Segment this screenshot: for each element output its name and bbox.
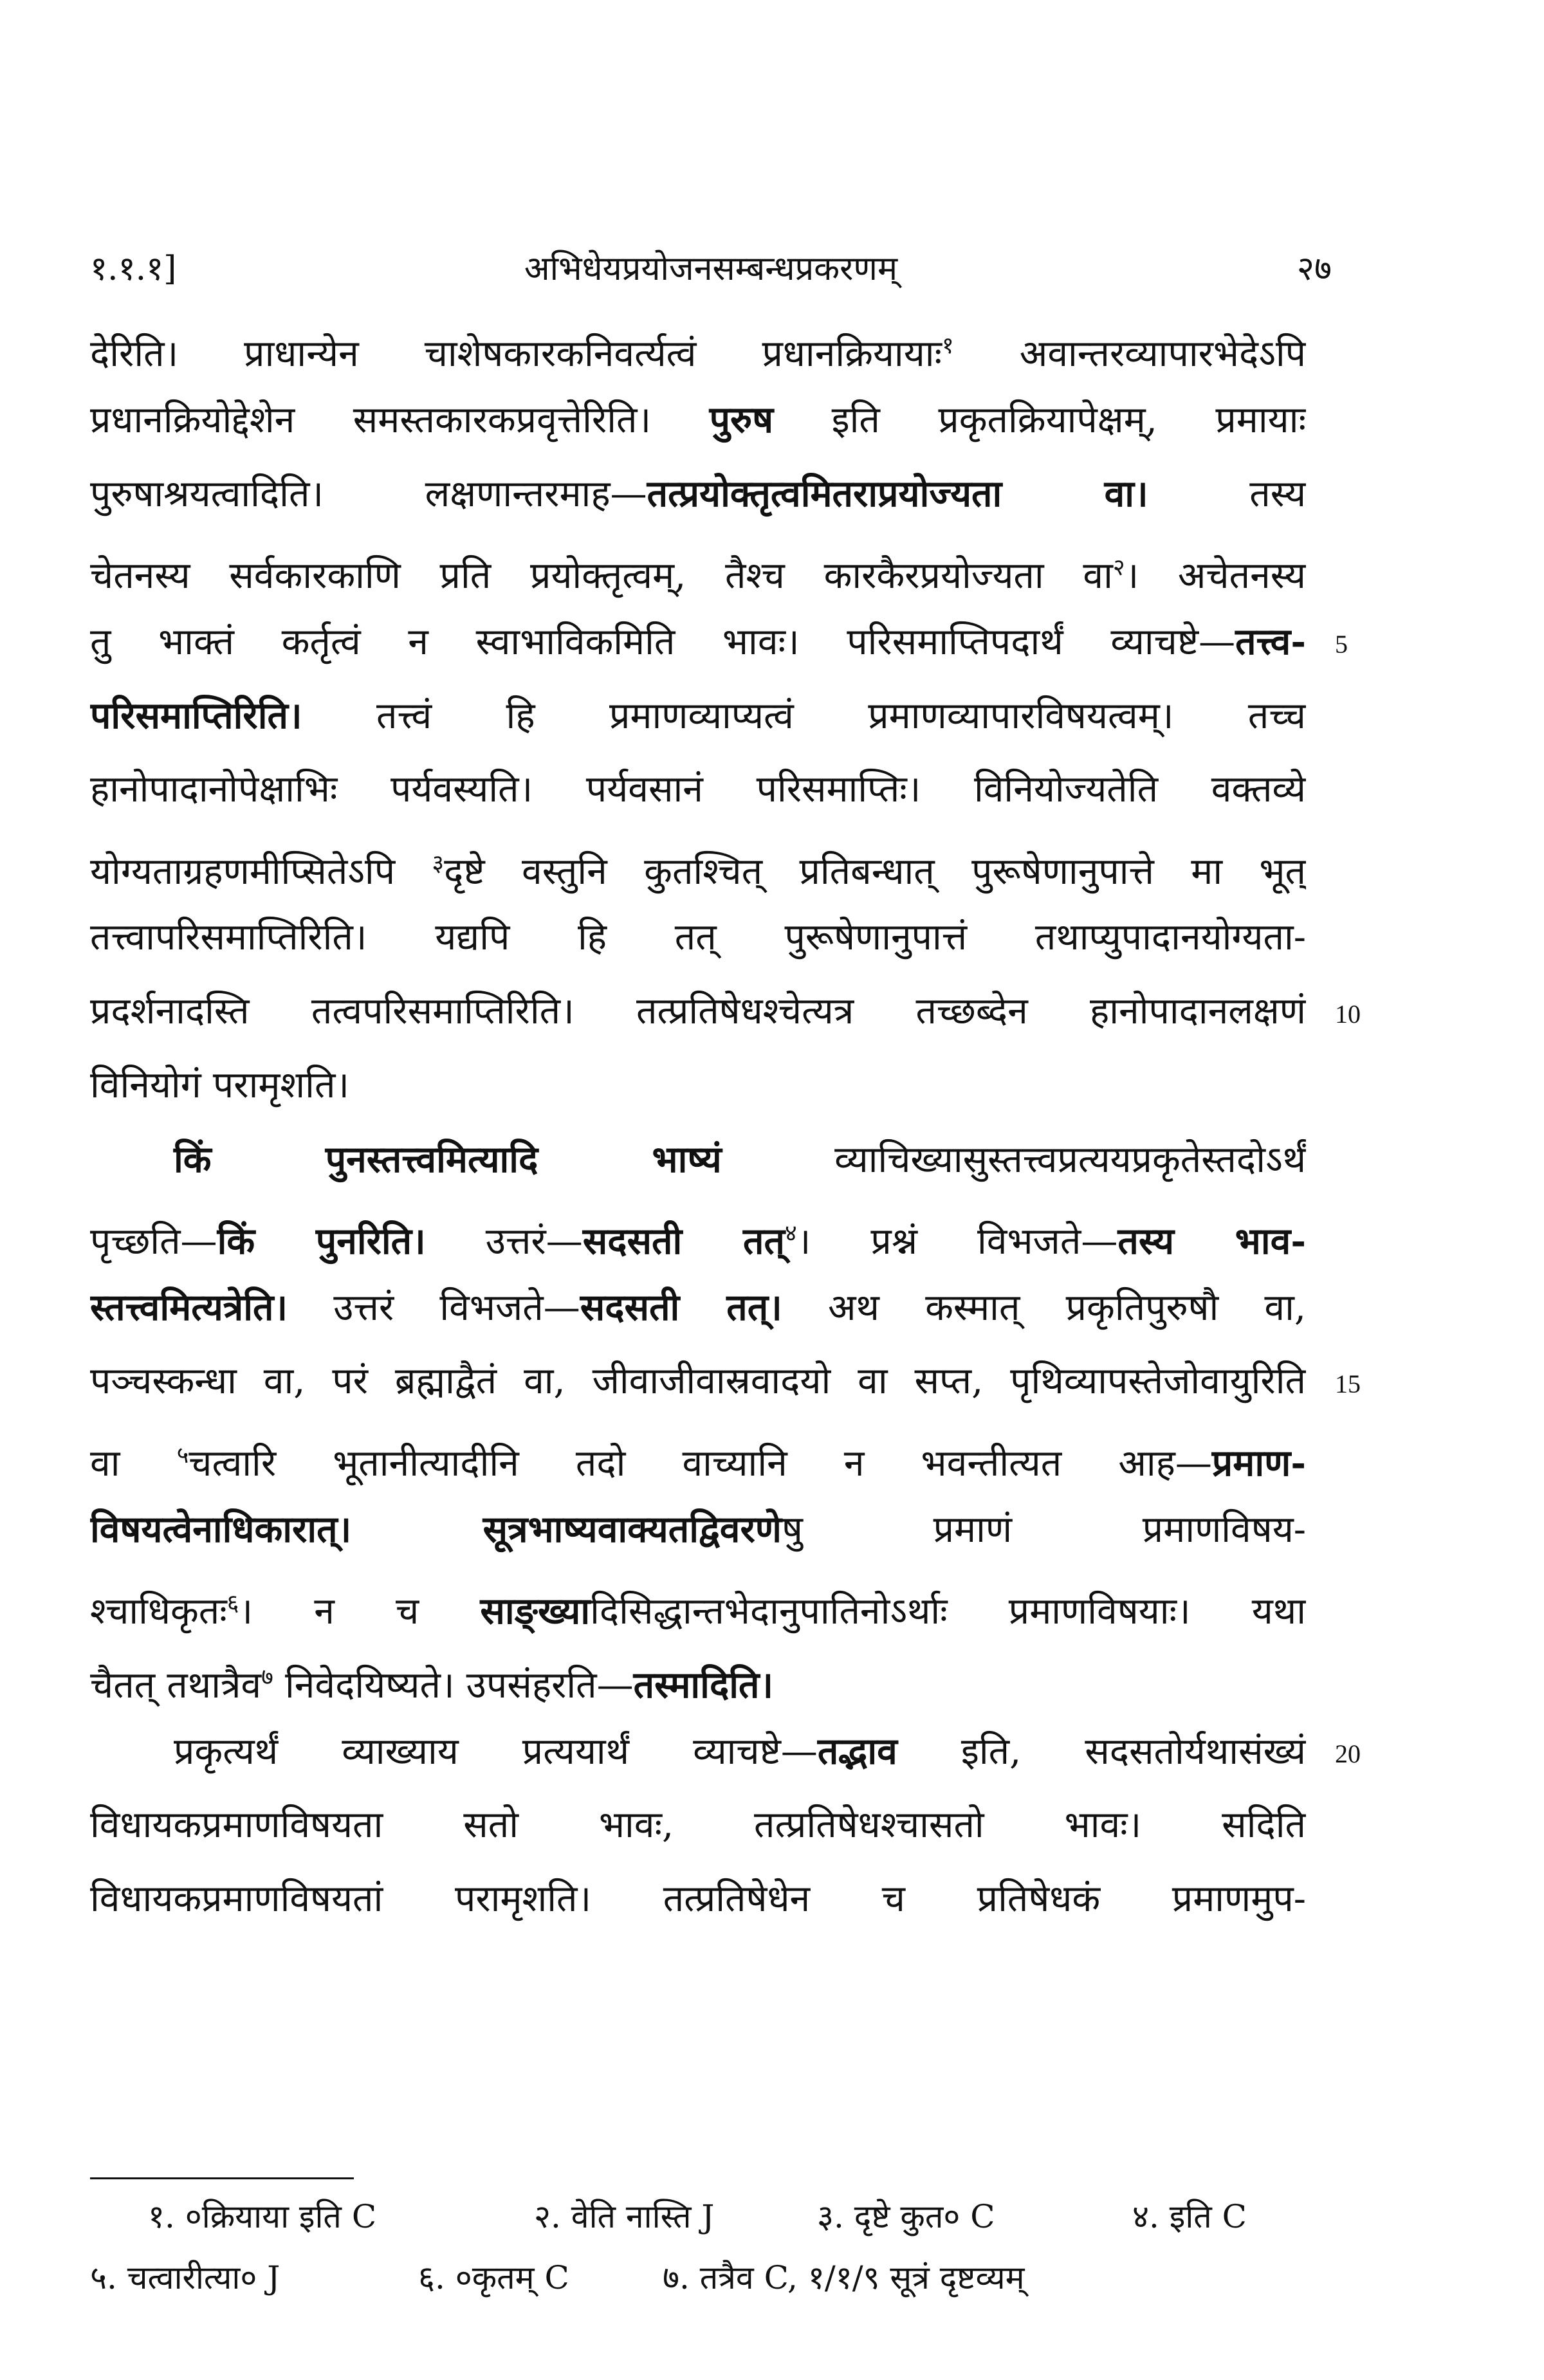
text-line: [90, 753, 1306, 827]
text-line: [90, 901, 1306, 975]
text-span: प्रदर्शनादस्ति तत्वपरिसमाप्तिरिति। तत्प्रतिषेधश्चेत्यत्र तच्छब्देन हानोपादानलक्षणं: [90, 990, 1306, 1032]
bold-term: परिसमाप्तिरिति।: [90, 694, 302, 737]
text-line: [90, 1048, 1306, 1122]
bold-term: तत्त्व-: [1235, 620, 1306, 663]
text-span: वा: [90, 1442, 177, 1485]
footnote-rule: [90, 2177, 354, 2179]
bold-term: किं पुनस्तत्त्वमित्यादि भाष्यं: [174, 1138, 722, 1181]
text-span: विधायकप्रमाणविषयता सतो भावः, तत्प्रतिषेधश्चासतो भावः। सदिति: [90, 1804, 1306, 1846]
text-line: [90, 679, 1306, 753]
text-span: विधायकप्रमाणविषयतां परामृशति। तत्प्रतिषेधेन च प्रतिषेधकं प्रमाणमुप-: [90, 1878, 1306, 1920]
text-line: [90, 309, 1306, 383]
text-line: [90, 1418, 1306, 1492]
text-span: चत्वारि भूतानीत्यादीनि तदो वाच्यानि न भवन्तीत्यत आह—: [188, 1442, 1212, 1485]
text-span: अवान्तरव्यापारभेदेऽपि: [953, 333, 1306, 375]
line-number: 20: [1335, 1739, 1361, 1768]
footnote-ref: १: [942, 333, 954, 359]
text-line: [90, 1862, 1306, 1936]
footnote-6: ६. ०कृतम् C: [418, 2259, 569, 2296]
bold-term: साङ्ख्या: [480, 1589, 591, 1633]
bold-term: किं पुनरिति।: [217, 1220, 426, 1263]
text-span: निवेदयिष्यते। उपसंहरति—: [273, 1664, 634, 1707]
text-span: योग्यताग्रहणमीप्सितेऽपि: [90, 850, 432, 893]
bold-term: विषयत्वेनाधिकारात्। सूत्रभाष्यवाक्यतद्विवरणे: [90, 1508, 782, 1551]
text-line: [90, 1714, 1306, 1788]
text-span: । अचेतनस्य: [1125, 554, 1306, 597]
text-line: [90, 605, 1306, 679]
text-line: [90, 1640, 1306, 1714]
text-span: पञ्चस्कन्धा वा, परं ब्रह्माद्वैतं वा, जीवाजीवास्रवादयो वा सप्त, पृथिव्यापस्तेजोवायुरिति: [90, 1360, 1306, 1402]
bold-term: प्रमाण-: [1211, 1442, 1306, 1485]
chapter-title: अभिधेयप्रयोजनसम्बन्धप्रकरणम्: [524, 250, 898, 288]
text-line: [90, 1566, 1306, 1640]
text-line: [90, 1788, 1306, 1862]
text-span: अथ कस्मात् प्रकृतिपुरुषौ वा,: [782, 1286, 1306, 1329]
text-span: विनियोगं परामृशति।: [90, 1064, 350, 1106]
text-span: पृच्छति—: [90, 1220, 217, 1263]
text-line: [90, 531, 1306, 605]
text-span: व्याचिख्यासुस्तत्त्वप्रत्ययप्रकृतेस्तदोऽर्थं: [721, 1139, 1306, 1181]
footnote-7: ७. तत्रैव C, १/१/९ सूत्रं दृष्टव्यम्: [663, 2259, 1025, 2296]
text-line: [90, 827, 1306, 901]
text-span: तत्त्वं हि प्रमाणव्याप्यत्वं प्रमाणव्यापारविषयत्वम्। तच्च: [302, 695, 1306, 737]
text-line: [90, 457, 1306, 531]
text-span: प्रधानक्रियोद्देशेन समस्तकारकप्रवृत्तेरिति।: [90, 399, 710, 441]
text-line: [90, 1344, 1306, 1418]
footnote-ref: ६: [226, 1590, 239, 1616]
footnote-1: १. ०क्रियाया इति C: [148, 2198, 377, 2235]
bold-term: स्तत्त्वमित्यत्रेति।: [90, 1286, 288, 1329]
text-span: तु भाक्तं कर्तृत्वं न स्वाभाविकमिति भावः। परिसमाप्तिपदार्थं व्याचष्टे—: [90, 621, 1236, 663]
footnote-ref: ४: [784, 1220, 797, 1247]
text-line: [90, 1196, 1306, 1270]
text-span: । प्रश्नं विभजते—: [796, 1220, 1118, 1263]
footnote-2: २. वेति नास्ति J: [534, 2198, 715, 2235]
section-number: १.१.१]: [90, 250, 177, 288]
text-line: [90, 1270, 1306, 1344]
footnote-ref: ५: [176, 1442, 189, 1469]
text-span: तत्त्वापरिसमाप्तिरिति। यद्यपि हि तत् पुरूषेणानुपात्तं तथाप्युपादानयोग्यता-: [90, 916, 1306, 958]
bold-term: तत्प्रयोक्तृत्वमितराप्रयोज्यता वा।: [647, 472, 1148, 515]
footnote-5: ५. चत्वारीत्या० J: [90, 2259, 280, 2296]
bold-term: सदसती तत्।: [580, 1286, 782, 1329]
footnote-ref: ७: [261, 1664, 273, 1690]
text-span: । न च: [239, 1590, 481, 1633]
text-span: दृष्टे वस्तुनि कुतश्चित् प्रतिबन्धात् पुरूषेणानुपात्ते मा भूत्: [444, 850, 1306, 893]
text-span: देरिति। प्राधान्येन चाशेषकारकनिवर्त्यत्वं प्रधानक्रियायाः: [90, 333, 942, 375]
running-header: [90, 244, 1332, 302]
text-span: चैतत् तथात्रैव: [90, 1664, 262, 1707]
text-span: चेतनस्य सर्वकारकाणि प्रति प्रयोक्तृत्वम्, तैश्च कारकैरप्रयोज्यता वा: [90, 554, 1113, 597]
text-span: इति, सदसतोर्यथासंख्यं: [897, 1730, 1306, 1773]
bold-term: तस्मादिति।: [633, 1663, 774, 1707]
line-number: 10: [1335, 1000, 1361, 1029]
footnote-ref: ३: [432, 850, 445, 877]
text-span: दिसिद्धान्तभेदानुपातिनोऽर्थाः प्रमाणविषयाः। यथा: [590, 1590, 1306, 1633]
body-text: [90, 309, 1306, 1936]
text-line: [90, 383, 1306, 457]
text-span: तस्य: [1148, 473, 1306, 515]
text-span: उत्तरं विभजते—: [288, 1286, 580, 1329]
text-span: पुरुषाश्रयत्वादिति। लक्षणान्तरमाह—: [90, 473, 647, 515]
bold-term: तद्भाव: [817, 1730, 897, 1773]
text-line: [90, 1492, 1306, 1566]
bold-term: सदसती तत्: [582, 1220, 785, 1263]
text-span: हानोपादानोपेक्षाभिः पर्यवस्यति। पर्यवसानं परिसमाप्तिः। विनियोज्यतेति वक्तव्ये: [90, 768, 1306, 810]
footnote-3: ३. दृष्टे कुत० C: [817, 2198, 995, 2235]
footnote-ref: २: [1112, 554, 1125, 581]
line-number: 15: [1335, 1369, 1361, 1398]
text-span: प्रकृत्यर्थं व्याख्याय प्रत्ययार्थं व्याचष्टे—: [174, 1730, 818, 1773]
bold-term: तस्य भाव-: [1117, 1220, 1306, 1263]
footnote-4: ४. इति C: [1132, 2198, 1247, 2235]
bold-term: पुरुष: [709, 398, 774, 441]
text-span: श्चाधिकृतः: [90, 1590, 227, 1633]
text-span: षु प्रमाणं प्रमाणविषय-: [781, 1508, 1306, 1551]
text-line: [90, 975, 1306, 1048]
line-number: 5: [1335, 630, 1348, 659]
page-number: २७: [1296, 250, 1332, 288]
text-span: उत्तरं—: [425, 1220, 583, 1263]
text-span: इति प्रकृतक्रियापेक्षम्, प्रमायाः: [773, 399, 1306, 441]
text-line: [90, 1122, 1306, 1196]
